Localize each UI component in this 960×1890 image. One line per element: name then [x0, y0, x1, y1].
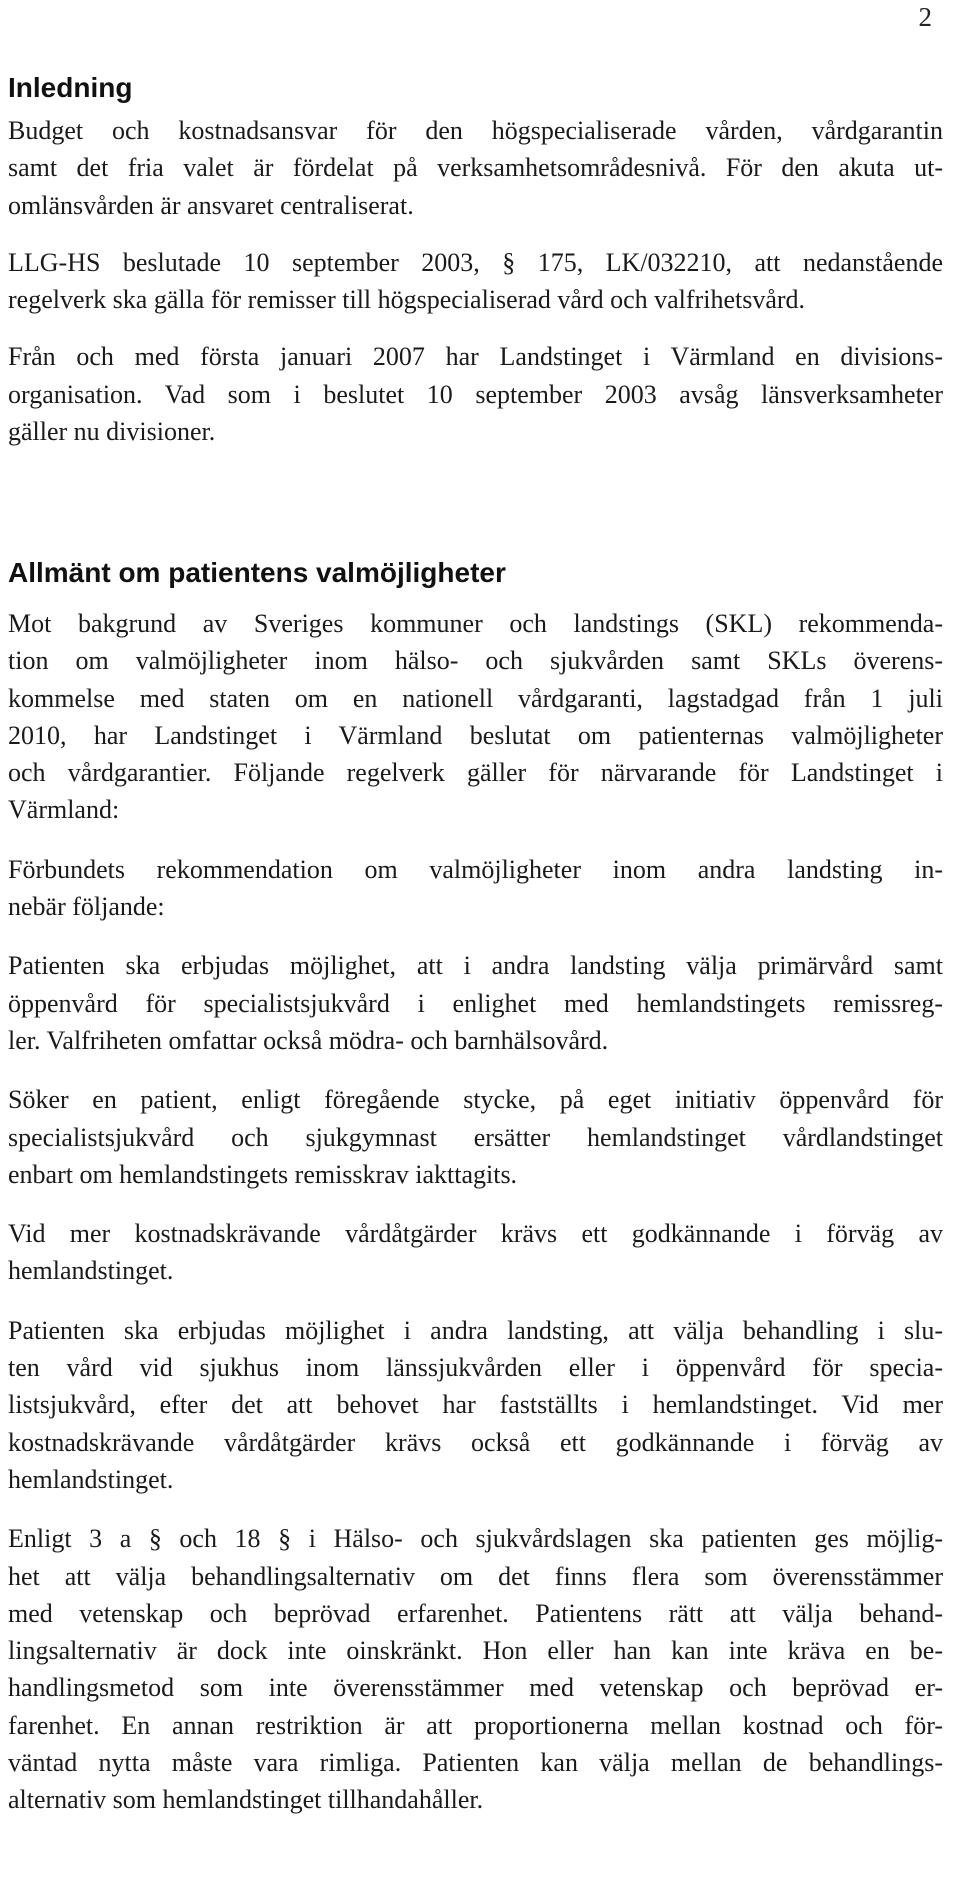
- text-line: kommelse med staten om en nationell vårdgaranti, lagstadgad från 1 juli: [8, 683, 943, 713]
- text-line: regelverk ska gälla för remisser till högspecialiserad vård och valfrihetsvård.: [8, 285, 806, 315]
- paragraph: [8, 1520, 943, 1818]
- text-line: kostnadskrävande vårdåtgärder krävs också ett godkännande i förväg av: [8, 1427, 943, 1457]
- text-line: Värmland:: [8, 795, 120, 825]
- text-line: tion om valmöjligheter inom hälso- och sjukvården samt SKLs överens-: [8, 646, 943, 676]
- text-line: het att välja behandlingsalternativ om det finns flera som överensstämmer: [8, 1561, 943, 1591]
- section-valmojligheter: [8, 555, 943, 1819]
- text-line: Från och med första januari 2007 har Landstinget i Värmland en divisions-: [8, 342, 943, 372]
- paragraph: [8, 1081, 943, 1193]
- page-number: 2: [918, 2, 932, 32]
- text-line: med vetenskap och beprövad erfarenhet. Patientens rätt att välja behand-: [8, 1598, 943, 1628]
- text-line: ler. Valfriheten omfattar också mödra- och barnhälsovård.: [8, 1025, 609, 1055]
- paragraph: [8, 605, 943, 829]
- text-line: hemlandstinget.: [8, 1464, 174, 1494]
- text-line: väntad nytta måste vara rimliga. Patienten kan välja mellan de behandlings-: [8, 1748, 943, 1778]
- section-heading: Allmänt om patientens valmöjligheter: [8, 557, 506, 588]
- paragraph: [8, 947, 943, 1059]
- paragraph: [8, 851, 943, 926]
- text-line: Vid mer kostnadskrävande vårdåtgärder krävs ett godkännande i förväg av: [8, 1219, 943, 1249]
- text-line: Förbundets rekommendation om valmöjligheter inom andra landsting in-: [8, 854, 943, 884]
- text-line: farenhet. En annan restriktion är att proportionerna mellan kostnad och för-: [8, 1710, 943, 1740]
- text-line: 2010, har Landstinget i Värmland beslutat om patienternas valmöjligheter: [8, 720, 943, 750]
- text-line: hemlandstinget.: [8, 1256, 174, 1286]
- text-line: nebär följande:: [8, 892, 165, 922]
- text-line: Enligt 3 a § och 18 § i Hälso- och sjukvårdslagen ska patienten ges möjlig-: [8, 1524, 943, 1554]
- text-line: Patienten ska erbjudas möjlighet, att i andra landsting välja primärvård samt: [8, 951, 943, 981]
- text-line: och vårdgarantier. Följande regelverk gäller för närvarande för Landstinget i: [8, 758, 943, 788]
- text-line: listsjukvård, efter det att behovet har fastställts i hemlandstinget. Vid mer: [8, 1390, 943, 1420]
- paragraph: [8, 338, 943, 450]
- text-line: Söker en patient, enligt föregående stycke, på eget initiativ öppenvård för: [8, 1085, 943, 1115]
- text-line: Patienten ska erbjudas möjlighet i andra landsting, att välja behandling i slu-: [8, 1315, 943, 1345]
- section-heading: Inledning: [8, 72, 133, 103]
- paragraph: [8, 1312, 943, 1498]
- text-line: omlänsvården är ansvaret centraliserat.: [8, 190, 414, 220]
- text-line: LLG-HS beslutade 10 september 2003, § 175, LK/032210, att nedanstående: [8, 247, 943, 277]
- text-line: organisation. Vad som i beslutet 10 september 2003 avsåg länsverksamheter: [8, 379, 943, 409]
- text-line: specialistsjukvård och sjukgymnast ersätter hemlandstinget vårdlandstinget: [8, 1122, 943, 1152]
- paragraph: [8, 244, 943, 319]
- text-line: öppenvård för specialistsjukvård i enlighet med hemlandstingets remissreg-: [8, 988, 943, 1018]
- text-line: lingsalternativ är dock inte oinskränkt. Hon eller han kan inte kräva en be-: [8, 1636, 943, 1666]
- paragraph: [8, 112, 943, 224]
- text-line: Budget och kostnadsansvar för den högspecialiserade vården, vårdgarantin: [8, 116, 943, 145]
- text-line: alternativ som hemlandstinget tillhandahåller.: [8, 1785, 484, 1815]
- section-inledning: [8, 70, 943, 450]
- text-line: gäller nu divisioner.: [8, 417, 216, 447]
- paragraph: [8, 1215, 943, 1290]
- text-line: samt det fria valet är fördelat på verksamhetsområdesnivå. För den akuta ut-: [8, 153, 943, 183]
- text-line: Mot bakgrund av Sveriges kommuner och landstings (SKL) rekommenda-: [8, 609, 943, 638]
- text-line: handlingsmetod som inte överensstämmer med vetenskap och beprövad er-: [8, 1673, 943, 1703]
- text-line: enbart om hemlandstingets remisskrav iakttagits.: [8, 1159, 518, 1189]
- text-line: ten vård vid sjukhus inom länssjukvården eller i öppenvård för specia-: [8, 1353, 943, 1383]
